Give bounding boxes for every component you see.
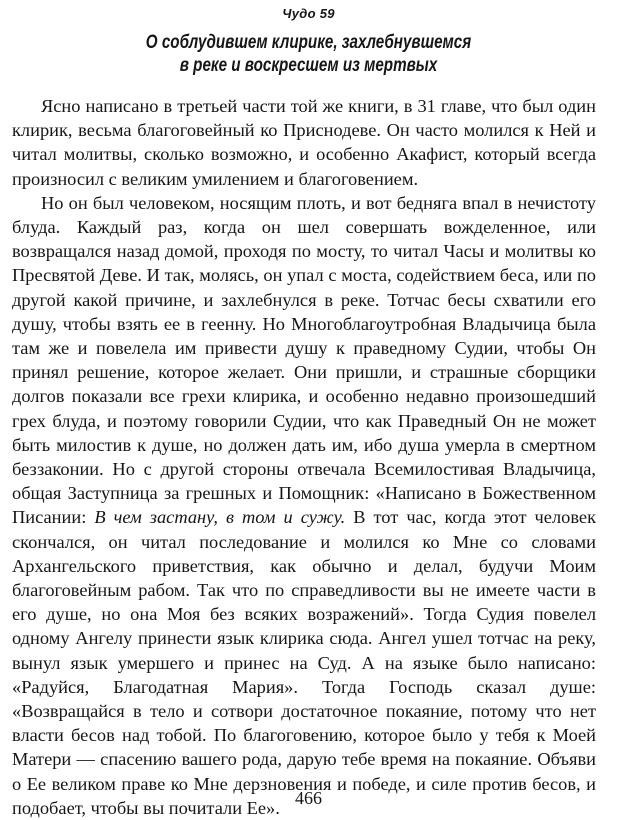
body-text	[12, 94, 596, 820]
title-line-1: О соблудившем клирике, захлебнувшемся	[145, 32, 472, 53]
scripture-quote: В чем застану, в том и сужу.	[94, 507, 346, 528]
paragraph-2-part-2: В тот час, когда этот человек скончался, он читал последование и молился ко Мне со словами Архангельского приветствия, как обычно и делал, будучи Моим благоговейным рабом. Так что по справедливости вы не имеете части в его душе, но она Моя без всяких возражений». Тогда Судия повелел одному Ангелу принести язык клирика сюда. Ангел ушел тотчас на реку, вынул язык умершего и принес на Суд. А на языке было написано: «Радуйся, Благодатная Мария». Тогда Господь сказал душе: «Возвращайся в тело и сотвори достаточное покаяние, потому что нет власти бесов над тобой. По благоговению, которое было у тебя к Моей Матери — спасению вашего рода, дарую тебе время на покаяние. Объяви о Ее великом праве ко Мне дерзновения и победе, и силе против бесов, и подобает, чтобы вы почитали Ее».	[12, 507, 597, 818]
paragraph-2-part-1: Но он был человеком, носящим плоть, и вот бедняга впал в нечистоту блуда. Каждый раз, когда он шел совершать вожделенное, или возвращался назад домой, проходя по мосту, то читал Часы и молитвы ко Пресвятой Деве. И так, молясь, он упал с моста, содействием беса, или по другой какой причине, и захлебнулся в реке. Тотчас бесы схватили его душу, чтобы взять ее в геенну. Но Многоблагоутробная Владычица была там же и повелела им привести душу к праведному Судии, чтобы Он принял решение, которое желает. Они пришли, и страшные сборщики долгов показали все грехи клирика, и особенно недавно произошедший грех блуда, и поэтому говорили Судии, что как Праведный Он не может быть милостив к душе, но должен дать им, ибо душа умерла в смертном беззаконии. Но с другой стороны отвечала Всемилостивая Владычица, общая Заступница за грешных и Помощник: «Написано в Божественном Писании:	[12, 192, 596, 528]
paragraph-1: Ясно написано в третьей части той же книги, в 31 главе, что был один клирик, весьма благоговейный ко Приснодеве. Он часто молился к Ней и читал молитвы, сколько возможно, и особенно Акафист, который всегда произносил с великим умилением и благоговением.	[12, 96, 596, 189]
chapter-heading: Чудо 59	[282, 6, 335, 21]
paragraph-2	[12, 191, 596, 820]
title-line-2: в реке и воскресшем из мертвых	[179, 55, 438, 76]
page-number: 466	[295, 788, 322, 808]
